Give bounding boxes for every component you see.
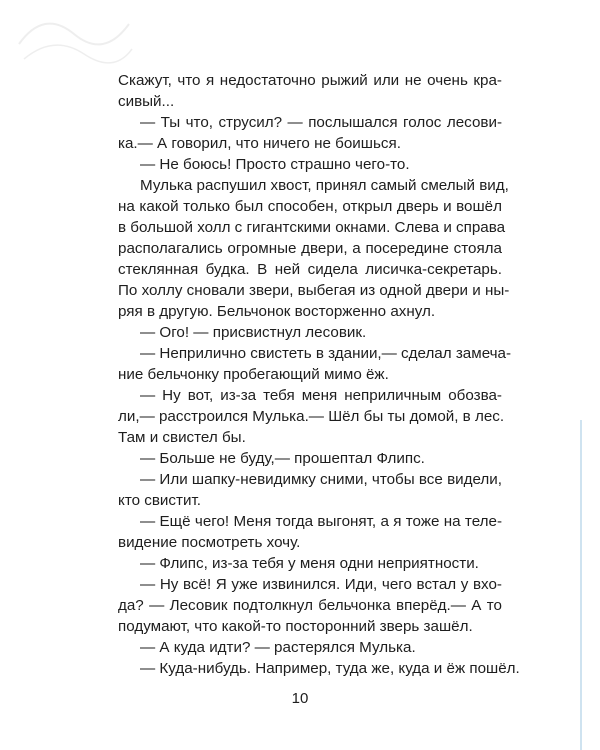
text-line: — Или шапку-невидимку сними, чтобы все видели, <box>140 471 502 488</box>
text-line: ряя в другую. Бельчонок восторженно ахнул. <box>118 303 436 320</box>
text-line: Скажут, что я недостаточно рыжий или не очень кра- <box>118 72 502 89</box>
text-line: на какой только был способен, открыл дверь и вошёл <box>118 198 502 215</box>
page-number: 10 <box>291 690 309 707</box>
body-text <box>118 70 520 679</box>
text-line: — Куда-нибудь. Например, туда же, куда и ёж пошёл. <box>140 660 520 677</box>
text-line: — Ты что, струсил? — послышался голос лесови- <box>140 114 502 131</box>
text-line: видение посмотреть хочу. <box>118 534 301 551</box>
text-line: ка.— А говорил, что ничего не боишься. <box>118 135 401 152</box>
text-line: Там и свистел бы. <box>118 429 246 446</box>
text-line: да? — Лесовик подтолкнул бельчонка вперёд.— А то <box>118 597 502 614</box>
text-line: — А куда идти? — растерялся Мулька. <box>140 639 416 656</box>
text-line: Мулька распушил хвост, принял самый смелый вид, <box>140 177 509 194</box>
text-line: — Неприлично свистеть в здании,— сделал замеча- <box>140 345 512 362</box>
text-line: — Ну всё! Я уже извинился. Иди, чего встал у вхо- <box>140 576 502 593</box>
text-line: стеклянная будка. В ней сидела лисичка-секретарь. <box>118 261 502 278</box>
text-line: — Ещё чего! Меня тогда выгонят, а я тоже на теле- <box>140 513 502 530</box>
text-line: ние бельчонку пробегающий мимо ёж. <box>118 366 389 383</box>
text-line: в большой холл с гигантскими окнами. Слева и справа <box>118 219 506 236</box>
text-line: По холлу сновали звери, выбегая из одной двери и ны- <box>118 282 510 299</box>
text-line: ли,— расстроился Мулька.— Шёл бы ты домой, в лес. <box>118 408 505 425</box>
text-line: располагались огромные двери, а посередине стояла <box>118 240 502 257</box>
faint-watermark-decoration <box>14 4 134 64</box>
text-line: — Ого! — присвистнул лесовик. <box>140 324 367 341</box>
text-line: — Ну вот, из-за тебя меня неприличным обозва- <box>140 387 502 404</box>
text-line: — Не боюсь! Просто страшно чего-то. <box>140 156 410 173</box>
text-line: кто свистит. <box>118 492 201 509</box>
text-line: — Флипс, из-за тебя у меня одни неприятности. <box>140 555 479 572</box>
text-line: сивый... <box>118 93 175 110</box>
text-line: подумают, что какой-то посторонний зверь зашёл. <box>118 618 473 635</box>
text-line: — Больше не буду,— прошептал Флипс. <box>140 450 425 467</box>
